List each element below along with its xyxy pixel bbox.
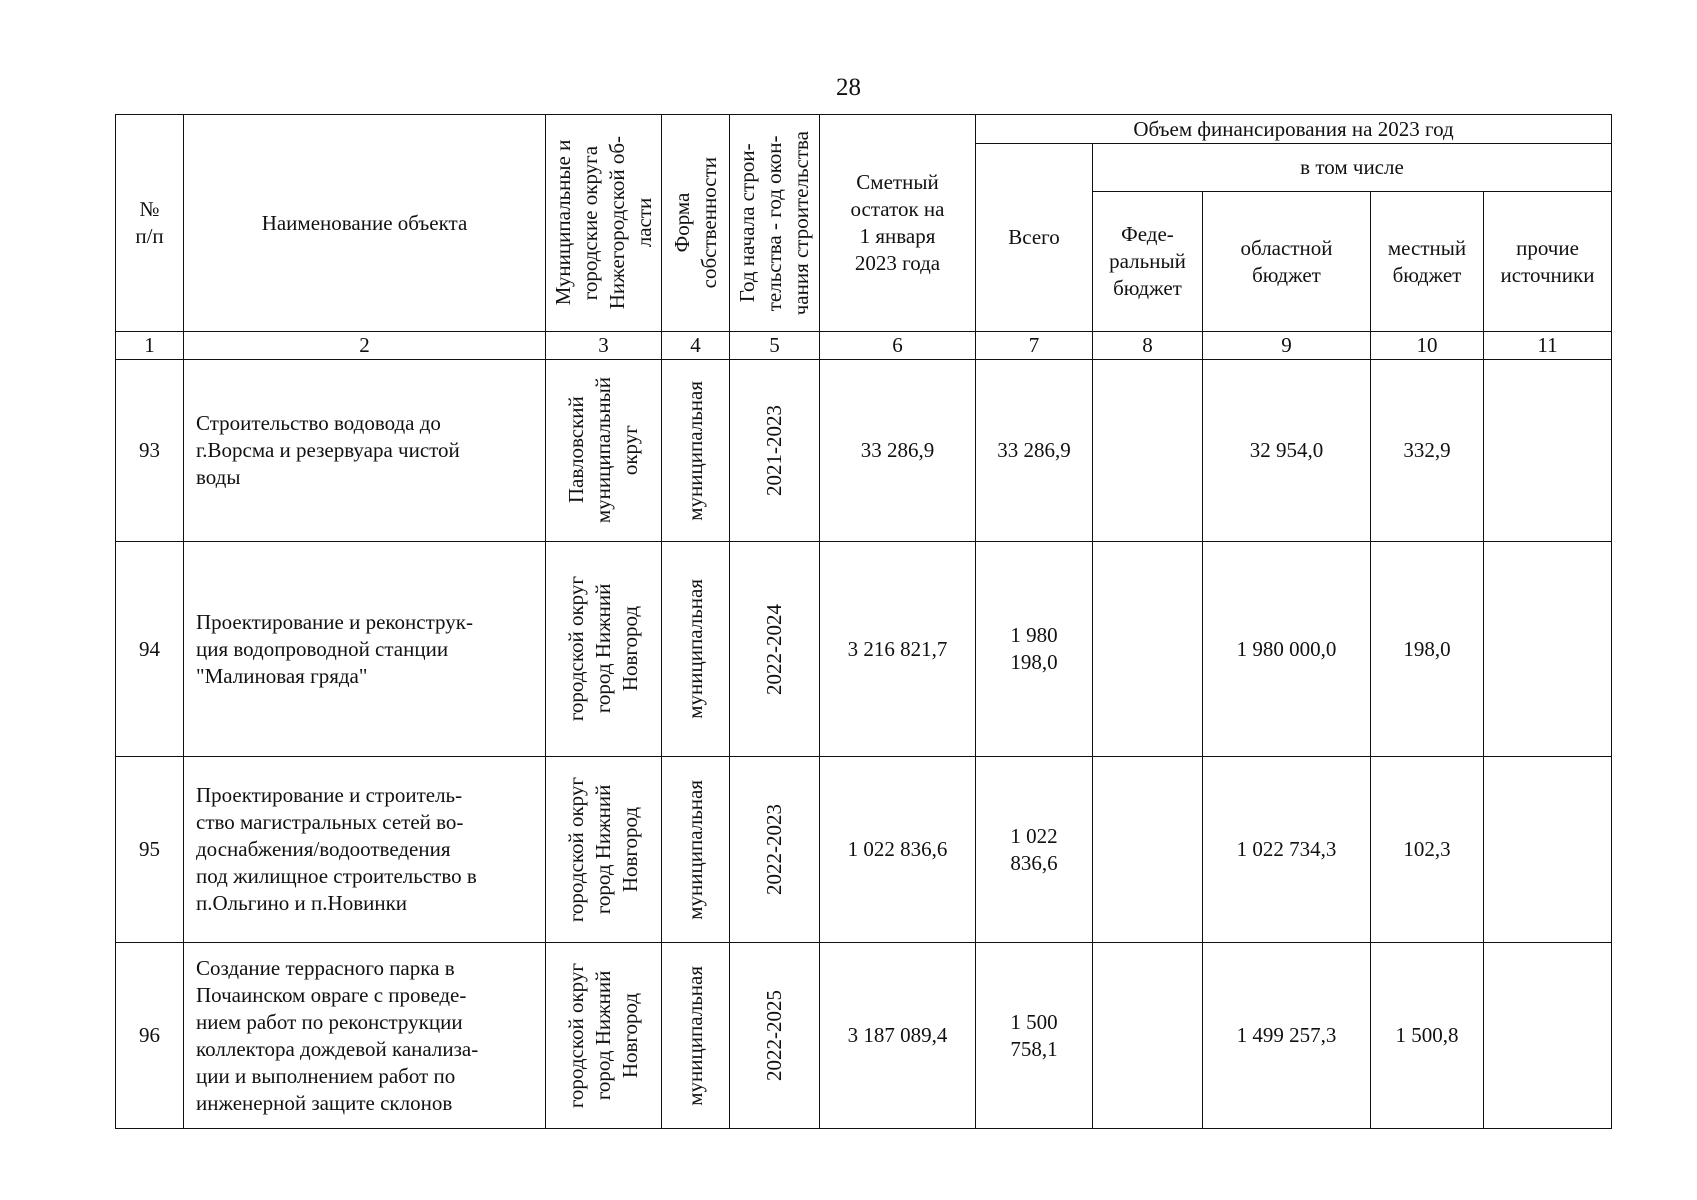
column-number: 3 (546, 332, 662, 360)
table-row (116, 943, 1612, 1129)
regional-budget: 1 022 734,3 (1203, 757, 1371, 943)
column-number: 9 (1203, 332, 1371, 360)
column-number: 8 (1093, 332, 1203, 360)
header-balance: Сметный остаток на 1 января 2023 года (820, 115, 976, 332)
municipality: городской округ город Нижний Новгород (564, 776, 642, 923)
construction-years: 2021-2023 (762, 405, 786, 496)
regional-budget: 32 954,0 (1203, 360, 1371, 542)
table-row (116, 757, 1612, 943)
column-number: 2 (184, 332, 546, 360)
row-num: 94 (116, 542, 184, 757)
ownership-cell (662, 360, 730, 542)
object-name: Создание террасного парка в Почаинском овраге с проведе- нием работ по реконструкции коллектора дождевой канализа- ции и выполнением работ по инженерной защите склонов (184, 943, 546, 1129)
local-budget: 332,9 (1371, 360, 1484, 542)
ownership-cell (662, 943, 730, 1129)
header-ownership-text: Форма собственности (669, 157, 721, 289)
total-funding: 1 022 836,6 (976, 757, 1093, 943)
column-number: 6 (820, 332, 976, 360)
row-num: 93 (116, 360, 184, 542)
local-budget: 198,0 (1371, 542, 1484, 757)
header-including: в том числе (1093, 144, 1612, 192)
row-num: 96 (116, 943, 184, 1129)
local-budget: 1 500,8 (1371, 943, 1484, 1129)
other-sources (1484, 542, 1612, 757)
construction-years: 2022-2023 (762, 804, 786, 895)
local-budget: 102,3 (1371, 757, 1484, 943)
estimated-balance: 33 286,9 (820, 360, 976, 542)
header-local: местный бюджет (1371, 192, 1484, 332)
table-row (116, 360, 1612, 542)
header-municipality (546, 115, 662, 332)
federal-budget (1093, 757, 1203, 943)
table-row (116, 542, 1612, 757)
estimated-balance: 3 187 089,4 (820, 943, 976, 1129)
municipality-cell (546, 757, 662, 943)
municipality-cell (546, 542, 662, 757)
header-num: № п/п (116, 115, 184, 332)
years-cell (730, 360, 820, 542)
years-cell (730, 542, 820, 757)
header-federal: Феде- ральный бюджет (1093, 192, 1203, 332)
row-num: 95 (116, 757, 184, 943)
column-number: 5 (730, 332, 820, 360)
municipality: Павловский муниципальный округ (564, 377, 642, 524)
header-regional: областной бюджет (1203, 192, 1371, 332)
financing-table (115, 114, 1612, 1129)
ownership: муниципальная (683, 779, 707, 920)
header-other: прочие источники (1484, 192, 1612, 332)
total-funding: 1 980 198,0 (976, 542, 1093, 757)
municipality: городской округ город Нижний Новгород (564, 576, 642, 722)
ownership: муниципальная (683, 965, 707, 1106)
federal-budget (1093, 943, 1203, 1129)
column-number: 10 (1371, 332, 1484, 360)
other-sources (1484, 943, 1612, 1129)
ownership: муниципальная (683, 579, 707, 719)
header-funding: Объем финансирования на 2023 год (976, 115, 1612, 144)
header-object-name: Наименование объекта (184, 115, 546, 332)
column-number-row (116, 332, 1612, 360)
years-cell (730, 757, 820, 943)
estimated-balance: 1 022 836,6 (820, 757, 976, 943)
construction-years: 2022-2025 (762, 990, 786, 1081)
header-ownership (662, 115, 730, 332)
column-number: 1 (116, 332, 184, 360)
page-number: 28 (836, 74, 861, 101)
object-name: Проектирование и строитель- ство магистральных сетей во- доснабжения/водоотведения под жилищное строительство в п.Ольгино и п.Новинки (184, 757, 546, 943)
other-sources (1484, 757, 1612, 943)
municipality-cell (546, 943, 662, 1129)
municipality: городской округ город Нижний Новгород (564, 962, 642, 1109)
header-years (730, 115, 820, 332)
column-number: 7 (976, 332, 1093, 360)
federal-budget (1093, 542, 1203, 757)
total-funding: 33 286,9 (976, 360, 1093, 542)
header-municipality-text: Муниципальные и городские округа Нижегородской об- ласти (550, 136, 656, 310)
regional-budget: 1 980 000,0 (1203, 542, 1371, 757)
construction-years: 2022-2024 (762, 603, 786, 695)
estimated-balance: 3 216 821,7 (820, 542, 976, 757)
column-number: 4 (662, 332, 730, 360)
years-cell (730, 943, 820, 1129)
regional-budget: 1 499 257,3 (1203, 943, 1371, 1129)
header-total: Всего (976, 144, 1093, 332)
object-name: Строительство водовода до г.Ворсма и резервуара чистой воды (184, 360, 546, 542)
object-name: Проектирование и реконструк- ция водопроводной станции "Малиновая гряда" (184, 542, 546, 757)
federal-budget (1093, 360, 1203, 542)
ownership-cell (662, 542, 730, 757)
total-funding: 1 500 758,1 (976, 943, 1093, 1129)
ownership: муниципальная (683, 380, 707, 521)
other-sources (1484, 360, 1612, 542)
municipality-cell (546, 360, 662, 542)
ownership-cell (662, 757, 730, 943)
column-number: 11 (1484, 332, 1612, 360)
header-years-text: Год начала строи- тельства - год окон- чания строительства (735, 130, 813, 316)
header-row (116, 115, 1612, 144)
